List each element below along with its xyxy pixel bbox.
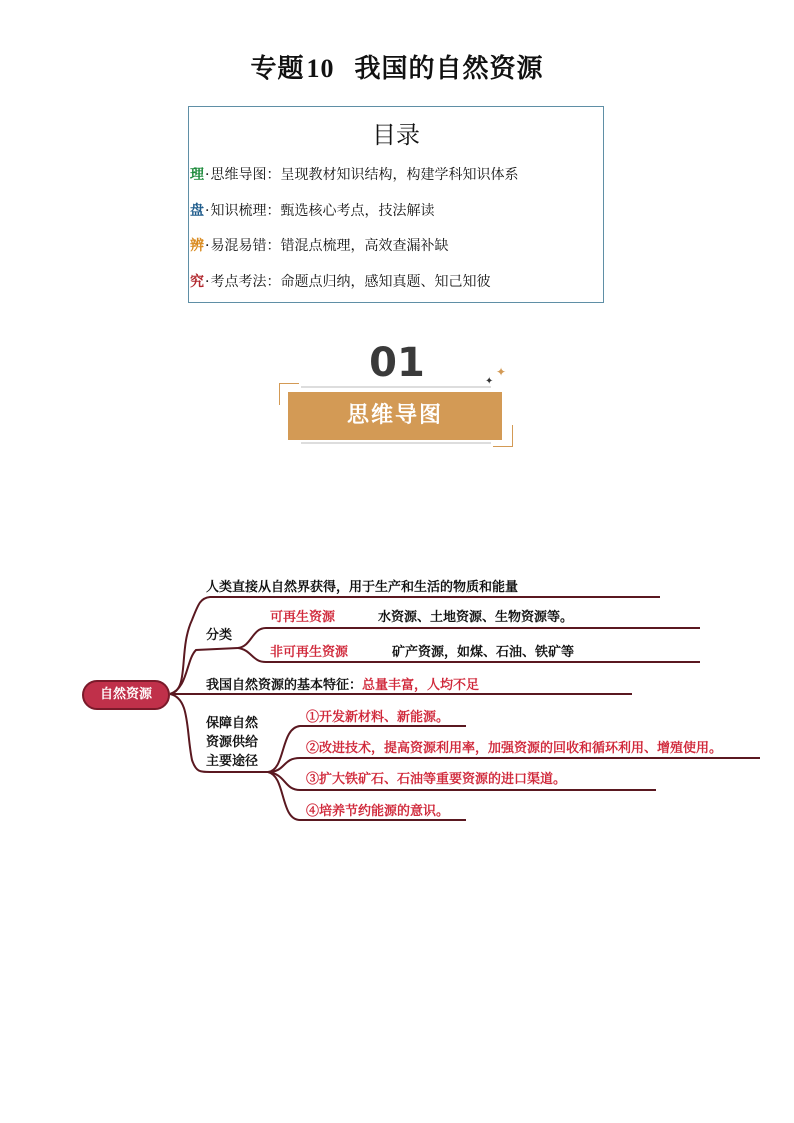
toc-item-key: 辨: [190, 238, 204, 254]
toc-separator: ·: [205, 167, 210, 183]
toc-item-label: 考点考法：命题点归纳，感知真题、知己知彼: [210, 274, 491, 290]
section-label: 思维导图: [288, 392, 502, 440]
title-text: 我国的自然资源: [354, 54, 544, 84]
toc-item-key: 盘: [190, 203, 204, 219]
feature-label-text: 我国自然资源的基本特征：: [206, 678, 363, 693]
sparkle-icon: ✦: [485, 376, 494, 387]
toc-item-key: 理: [190, 167, 204, 183]
toc-separator: ·: [205, 238, 210, 254]
ways-label-line: 资源供给: [206, 735, 259, 750]
nonrenewable-label: 非可再生资源: [270, 645, 349, 660]
title-number: 10: [306, 54, 335, 83]
mindmap-root: 自然资源: [82, 680, 170, 710]
toc-item-label: 知识梳理：甄选核心考点，技法解读: [210, 203, 435, 219]
section-number: 01: [369, 340, 425, 386]
renewable-example: 水资源、土地资源、生物资源等。: [378, 610, 574, 625]
feature-value: 总量丰富，人均不足: [362, 678, 480, 693]
classification-label: 分类: [206, 628, 233, 643]
feature-label: [206, 674, 479, 693]
ways-item: ①开发新材料、新能源。: [306, 710, 450, 725]
toc-separator: ·: [205, 274, 210, 290]
ways-label: [206, 714, 258, 771]
ways-item: ③扩大铁矿石、石油等重要资源的进口渠道。: [306, 772, 567, 787]
toc-item-label: 思维导图：呈现教材知识结构，构建学科知识体系: [210, 167, 519, 183]
definition-text: 人类直接从自然界获得，用于生产和生活的物质和能量: [206, 580, 519, 595]
ways-label-line: 保障自然: [206, 716, 259, 731]
ways-label-line: 主要途径: [206, 754, 259, 769]
nonrenewable-example: 矿产资源，如煤、石油、铁矿等: [392, 645, 575, 660]
toc-title: 目录: [372, 121, 420, 149]
ways-item: ②改进技术，提高资源利用率，加强资源的回收和循环利用、增殖使用。: [306, 741, 723, 756]
renewable-label: 可再生资源: [270, 610, 336, 625]
ways-item: ④培养节约能源的意识。: [306, 804, 450, 819]
toc-separator: ·: [205, 203, 210, 219]
toc-item-label: 易混易错：错混点梳理，高效查漏补缺: [210, 238, 449, 254]
sparkle-icon: ✦: [496, 365, 507, 379]
toc-item-key: 究: [190, 274, 204, 290]
title-prefix: 专题: [250, 54, 305, 84]
